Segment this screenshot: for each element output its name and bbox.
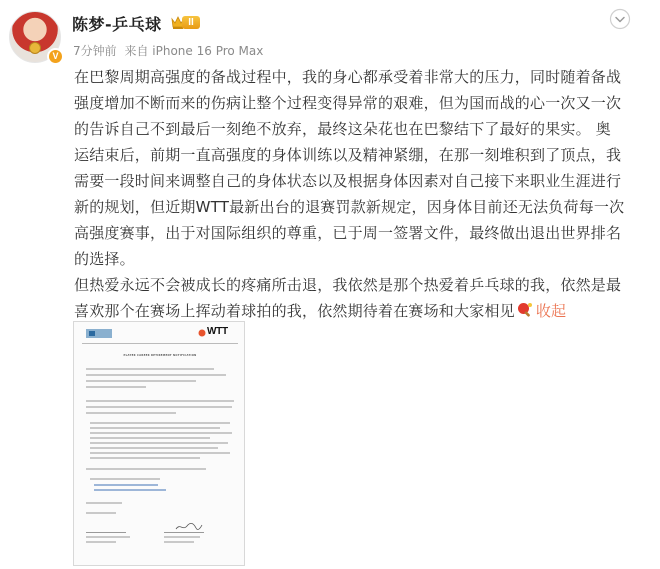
post-time[interactable]: 7分钟前 [73,44,117,58]
post-line: 高强度赛事，出于对国际组织的尊重，已于周一签署文件，最终做出退出世界排名 [74,224,622,242]
doc-divider [82,343,238,344]
doc-text-line [86,412,176,414]
post-body [74,64,642,324]
signature-line [86,532,126,533]
medal-icon [29,42,41,54]
post-line: 的选择。 [74,250,135,268]
verified-badge-icon: V [47,48,64,65]
post-line: 在巴黎周期高强度的备战过程中，我的身心都承受着非常大的压力，同时随着备战 [74,68,622,86]
chevron-down-circle-icon[interactable] [609,8,631,30]
federation-logo-mark [89,331,95,336]
doc-text-line [90,457,200,459]
doc-text-line [86,406,232,408]
signature-line [164,532,204,533]
doc-link-line [94,484,158,486]
collapse-link[interactable]: 收起 [535,302,567,320]
wtt-logo-icon [198,329,206,337]
doc-text-line [86,368,214,370]
doc-text-line [164,536,200,538]
doc-text-line [86,512,116,514]
doc-text-line [90,422,230,424]
post-line: 的告诉自己不到最后一刻绝不放弃，最终这朵花也在巴黎结下了最好的果实。 奥 [74,120,611,138]
level-label: II [182,16,200,29]
post-line: 但热爱永远不会被成长的疼痛所击退，我依然是那个热爱着乒乓球的我，依然是最 [74,276,622,294]
doc-text-line [86,541,116,543]
post-header [0,0,660,66]
doc-text-line [90,447,218,449]
doc-text-line [90,437,210,439]
doc-text-line [90,452,230,454]
doc-text-line [90,427,220,429]
doc-text-line [90,442,228,444]
doc-text-line [86,536,130,538]
doc-brand: WTT [207,326,228,337]
user-name[interactable]: 陈梦-乒乓球 [72,15,162,34]
post-source: 来自 iPhone 16 Pro Max [124,44,264,58]
post-line: 喜欢那个在赛场上挥动着球拍的我，依然期待着在赛场和大家相见 [74,302,515,320]
doc-date-line [86,502,122,504]
doc-text-line [86,380,196,382]
post-line: 需要一段时间来调整自己的身体状态以及根据身体因素对自己接下来职业生涯进行 [74,172,622,190]
doc-text-line [86,400,234,402]
doc-text-line [164,541,194,543]
doc-text-line [90,478,160,480]
doc-link-line [94,489,166,491]
doc-text-line [86,468,206,470]
post-meta [73,42,267,59]
post-line: 新的规划，但近期WTT最新出台的退赛罚款新规定，因身体目前还无法负荷每一次 [74,198,625,216]
doc-text-line [90,432,232,434]
doc-heading: PLAYER CAREER RETIREMENT NOTIFICATION [123,354,197,357]
ping-pong-icon [517,302,533,318]
signature-image [174,522,204,532]
doc-text-line [86,386,146,388]
attached-document-image[interactable] [73,321,245,566]
vip-level-badge[interactable] [171,14,200,31]
post-line: 强度增加不断而来的伤病让整个过程变得异常的艰难，但为国而战的心一次又一次 [74,94,622,112]
doc-text-line [86,374,226,376]
post-line: 运结束后，前期一直高强度的身体训练以及精神紧绷，在那一刻堆积到了顶点，我 [74,146,622,164]
